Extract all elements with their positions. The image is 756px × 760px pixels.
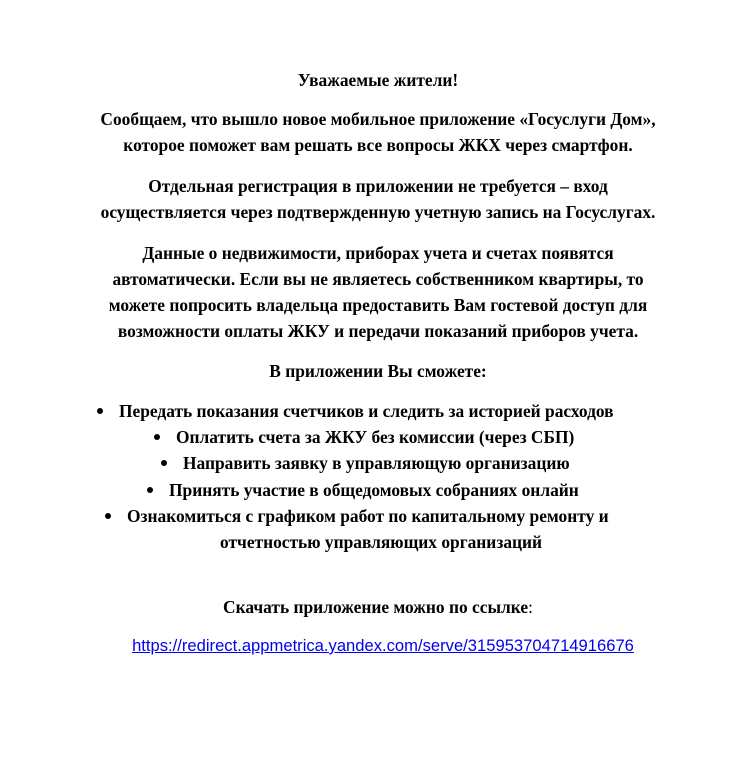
feature-item-house-meetings: Принять участие в общедомовых собраниях онлайн (169, 480, 579, 500)
bullet-icon (105, 513, 111, 519)
bullet-icon (154, 434, 160, 440)
paragraph-registration-line-1: Отдельная регистрация в приложении не требуется – вход (148, 176, 608, 196)
bullet-icon (161, 460, 167, 466)
paragraph-data-line-3: можете попросить владельца предоставить Вам гостевой доступ для (108, 295, 648, 315)
bullet-icon (147, 487, 153, 493)
download-label (0, 594, 756, 620)
feature-item-pay-bills: Оплатить счета за ЖКУ без комиссии (через СБП) (176, 427, 575, 447)
paragraph-app-release-line-1: Сообщаем, что вышло новое мобильное приложение «Госуслуги Дом», (100, 109, 656, 129)
paragraph-data-line-2: автоматически. Если вы не являетесь собственником квартиры, то (112, 269, 644, 289)
download-label-text: Скачать приложение можно по ссылке (223, 597, 529, 617)
bullet-icon (97, 408, 103, 414)
greeting-heading: Уважаемые жители! (297, 70, 459, 90)
feature-item-submit-request: Направить заявку в управляющую организацию (183, 453, 570, 473)
feature-item-meter-readings: Передать показания счетчиков и следить за историей расходов (119, 401, 614, 421)
paragraph-app-release-line-2: которое поможет вам решать все вопросы ЖКХ через смартфон. (123, 135, 633, 155)
paragraph-data-line-4: возможности оплаты ЖКУ и передачи показаний приборов учета. (117, 321, 639, 341)
paragraph-registration-line-2: осуществляется через подтвержденную учетную запись на Госуслугах. (100, 202, 656, 222)
download-link[interactable]: https://redirect.appmetrica.yandex.com/serve/315953704714916676 (132, 636, 634, 655)
paragraph-data-line-1: Данные о недвижимости, приборах учета и счетах появятся (142, 243, 614, 263)
feature-item-capital-repair: Ознакомиться с графиком работ по капитальному ремонту и (127, 506, 609, 526)
feature-item-capital-repair-continuation: отчетностью управляющих организаций (220, 532, 543, 552)
features-heading: В приложении Вы сможете: (269, 361, 487, 381)
download-label-colon: : (528, 597, 533, 617)
